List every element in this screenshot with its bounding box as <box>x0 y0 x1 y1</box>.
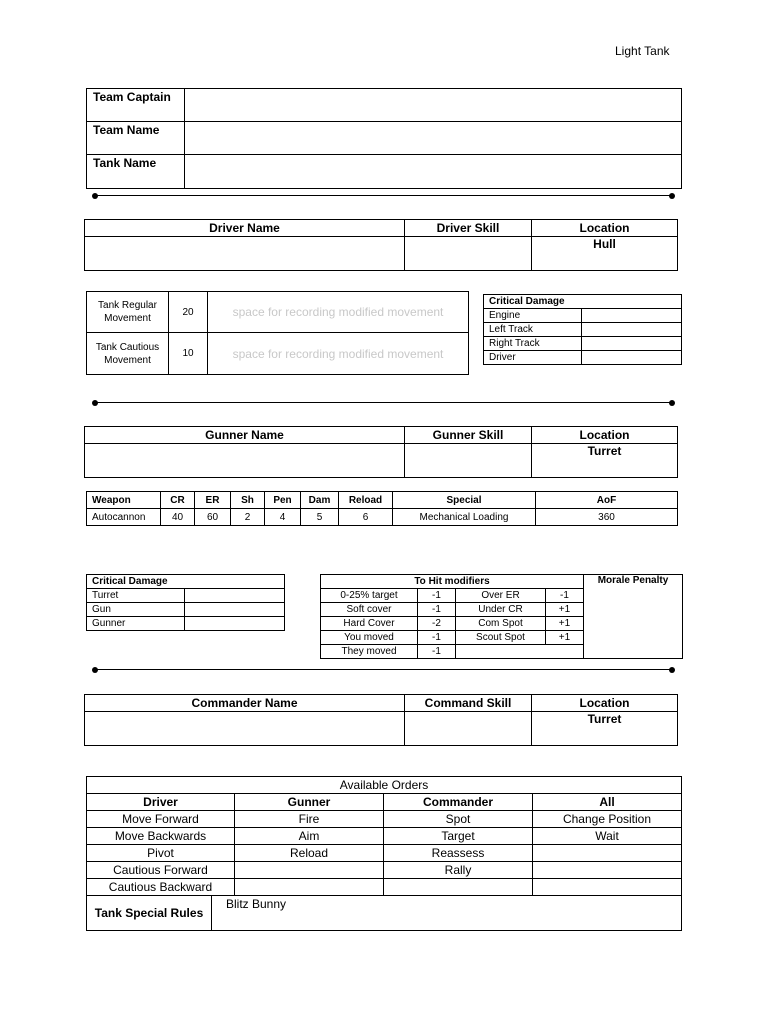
commander-table <box>84 694 678 746</box>
driver-location-value: Hull <box>532 237 678 271</box>
order-cell <box>235 879 384 896</box>
special-header: Special <box>393 492 536 509</box>
table-row <box>87 845 682 862</box>
driver-damage-title: Critical Damage <box>484 295 682 309</box>
weapon-pen: 4 <box>265 509 301 526</box>
section-divider <box>95 669 672 670</box>
tank-name-label: Tank Name <box>87 155 185 189</box>
order-cell <box>235 862 384 879</box>
damage-gunner-check[interactable] <box>185 617 285 631</box>
gunner-location-value: Turret <box>532 444 678 478</box>
er-header: ER <box>195 492 231 509</box>
team-name-field[interactable] <box>185 122 682 155</box>
page-title: Light Tank <box>615 44 670 58</box>
damage-engine-label: Engine <box>484 309 582 323</box>
damage-turret-check[interactable] <box>185 589 285 603</box>
available-orders-table <box>86 776 682 931</box>
weapon-er: 60 <box>195 509 231 526</box>
damage-left-track-label: Left Track <box>484 323 582 337</box>
modifier-value: +1 <box>546 631 584 645</box>
order-cell: Cautious Backward <box>87 879 235 896</box>
regular-movement-note[interactable]: space for recording modified movement <box>208 292 469 333</box>
section-divider <box>95 402 672 403</box>
cautious-movement-value: 10 <box>169 333 208 375</box>
commander-location-value: Turret <box>532 712 678 746</box>
weapon-special: Mechanical Loading <box>393 509 536 526</box>
modifier-value: -1 <box>418 631 456 645</box>
pen-header: Pen <box>265 492 301 509</box>
modifier-value: -1 <box>418 589 456 603</box>
order-cell <box>533 879 682 896</box>
commander-name-field[interactable] <box>85 712 405 746</box>
orders-driver-header: Driver <box>87 794 235 811</box>
modifier-label: 0-25% target <box>321 589 418 603</box>
driver-location-header: Location <box>532 220 678 237</box>
damage-engine-check[interactable] <box>582 309 682 323</box>
damage-driver-check[interactable] <box>582 351 682 365</box>
damage-driver-label: Driver <box>484 351 582 365</box>
order-cell: Target <box>384 828 533 845</box>
weapon-sh: 2 <box>231 509 265 526</box>
order-cell: Reassess <box>384 845 533 862</box>
table-row <box>87 828 682 845</box>
weapon-aof: 360 <box>536 509 678 526</box>
order-cell: Fire <box>235 811 384 828</box>
modifier-value: -2 <box>418 617 456 631</box>
modifier-value: +1 <box>546 603 584 617</box>
dam-header: Dam <box>301 492 339 509</box>
reload-header: Reload <box>339 492 393 509</box>
modifier-label: Com Spot <box>456 617 546 631</box>
driver-table <box>84 219 678 271</box>
gunner-name-header: Gunner Name <box>85 427 405 444</box>
regular-movement-value: 20 <box>169 292 208 333</box>
orders-commander-header: Commander <box>384 794 533 811</box>
regular-movement-label: Tank Regular Movement <box>87 292 169 333</box>
gunner-table <box>84 426 678 478</box>
table-row <box>87 879 682 896</box>
morale-penalty-cell[interactable] <box>584 575 683 659</box>
driver-name-field[interactable] <box>85 237 405 271</box>
driver-name-header: Driver Name <box>85 220 405 237</box>
weapon-dam: 5 <box>301 509 339 526</box>
aof-header: AoF <box>536 492 678 509</box>
team-captain-field[interactable] <box>185 89 682 122</box>
gunner-damage-title: Critical Damage <box>87 575 285 589</box>
command-skill-header: Command Skill <box>405 695 532 712</box>
to-hit-modifiers-table <box>320 574 683 659</box>
order-cell: Cautious Forward <box>87 862 235 879</box>
modifier-value: -1 <box>418 603 456 617</box>
gunner-skill-header: Gunner Skill <box>405 427 532 444</box>
weapons-table <box>86 491 678 526</box>
orders-all-header: All <box>533 794 682 811</box>
damage-left-track-check[interactable] <box>582 323 682 337</box>
section-divider <box>95 195 672 196</box>
damage-gunner-label: Gunner <box>87 617 185 631</box>
order-cell <box>533 845 682 862</box>
orders-title: Available Orders <box>87 777 682 794</box>
order-cell <box>533 862 682 879</box>
tank-name-field[interactable] <box>185 155 682 189</box>
order-cell: Pivot <box>87 845 235 862</box>
weapon-cr: 40 <box>161 509 195 526</box>
weapon-reload: 6 <box>339 509 393 526</box>
modifier-label: They moved <box>321 645 418 659</box>
modifier-value: +1 <box>546 617 584 631</box>
table-row <box>87 811 682 828</box>
order-cell: Move Forward <box>87 811 235 828</box>
gunner-critical-damage-table <box>86 574 285 631</box>
morale-penalty-title: Morale Penalty <box>597 575 669 586</box>
modifier-label: Under CR <box>456 603 546 617</box>
damage-gun-check[interactable] <box>185 603 285 617</box>
damage-right-track-check[interactable] <box>582 337 682 351</box>
order-cell: Change Position <box>533 811 682 828</box>
modifier-value: -1 <box>546 589 584 603</box>
order-cell: Move Backwards <box>87 828 235 845</box>
order-cell: Aim <box>235 828 384 845</box>
movement-table <box>86 291 469 375</box>
sh-header: Sh <box>231 492 265 509</box>
tank-special-rules-value: Blitz Bunny <box>212 896 682 931</box>
order-cell <box>384 879 533 896</box>
damage-gun-label: Gun <box>87 603 185 617</box>
weapon-name: Autocannon <box>87 509 161 526</box>
gunner-name-field[interactable] <box>85 444 405 478</box>
orders-gunner-header: Gunner <box>235 794 384 811</box>
modifier-label: Hard Cover <box>321 617 418 631</box>
gunner-skill-field[interactable] <box>405 444 532 478</box>
damage-turret-label: Turret <box>87 589 185 603</box>
table-row <box>87 862 682 879</box>
cautious-movement-label: Tank Cautious Movement <box>87 333 169 375</box>
modifier-label: You moved <box>321 631 418 645</box>
team-name-label: Team Name <box>87 122 185 155</box>
table-row <box>87 509 678 526</box>
driver-skill-header: Driver Skill <box>405 220 532 237</box>
modifier-empty-cell <box>456 645 584 659</box>
cautious-movement-note[interactable]: space for recording modified movement <box>208 333 469 375</box>
team-captain-label: Team Captain <box>87 89 185 122</box>
damage-right-track-label: Right Track <box>484 337 582 351</box>
order-cell: Spot <box>384 811 533 828</box>
order-cell: Wait <box>533 828 682 845</box>
commander-location-header: Location <box>532 695 678 712</box>
modifier-label: Scout Spot <box>456 631 546 645</box>
command-skill-field[interactable] <box>405 712 532 746</box>
driver-critical-damage-table <box>483 294 682 365</box>
tank-special-rules-label: Tank Special Rules <box>87 896 212 931</box>
to-hit-title: To Hit modifiers <box>321 575 584 589</box>
modifier-label: Over ER <box>456 589 546 603</box>
order-cell: Reload <box>235 845 384 862</box>
modifier-label: Soft cover <box>321 603 418 617</box>
weapon-header: Weapon <box>87 492 161 509</box>
order-cell: Rally <box>384 862 533 879</box>
modifier-value: -1 <box>418 645 456 659</box>
commander-name-header: Commander Name <box>85 695 405 712</box>
gunner-location-header: Location <box>532 427 678 444</box>
cr-header: CR <box>161 492 195 509</box>
driver-skill-field[interactable] <box>405 237 532 271</box>
team-info-table <box>86 88 682 189</box>
